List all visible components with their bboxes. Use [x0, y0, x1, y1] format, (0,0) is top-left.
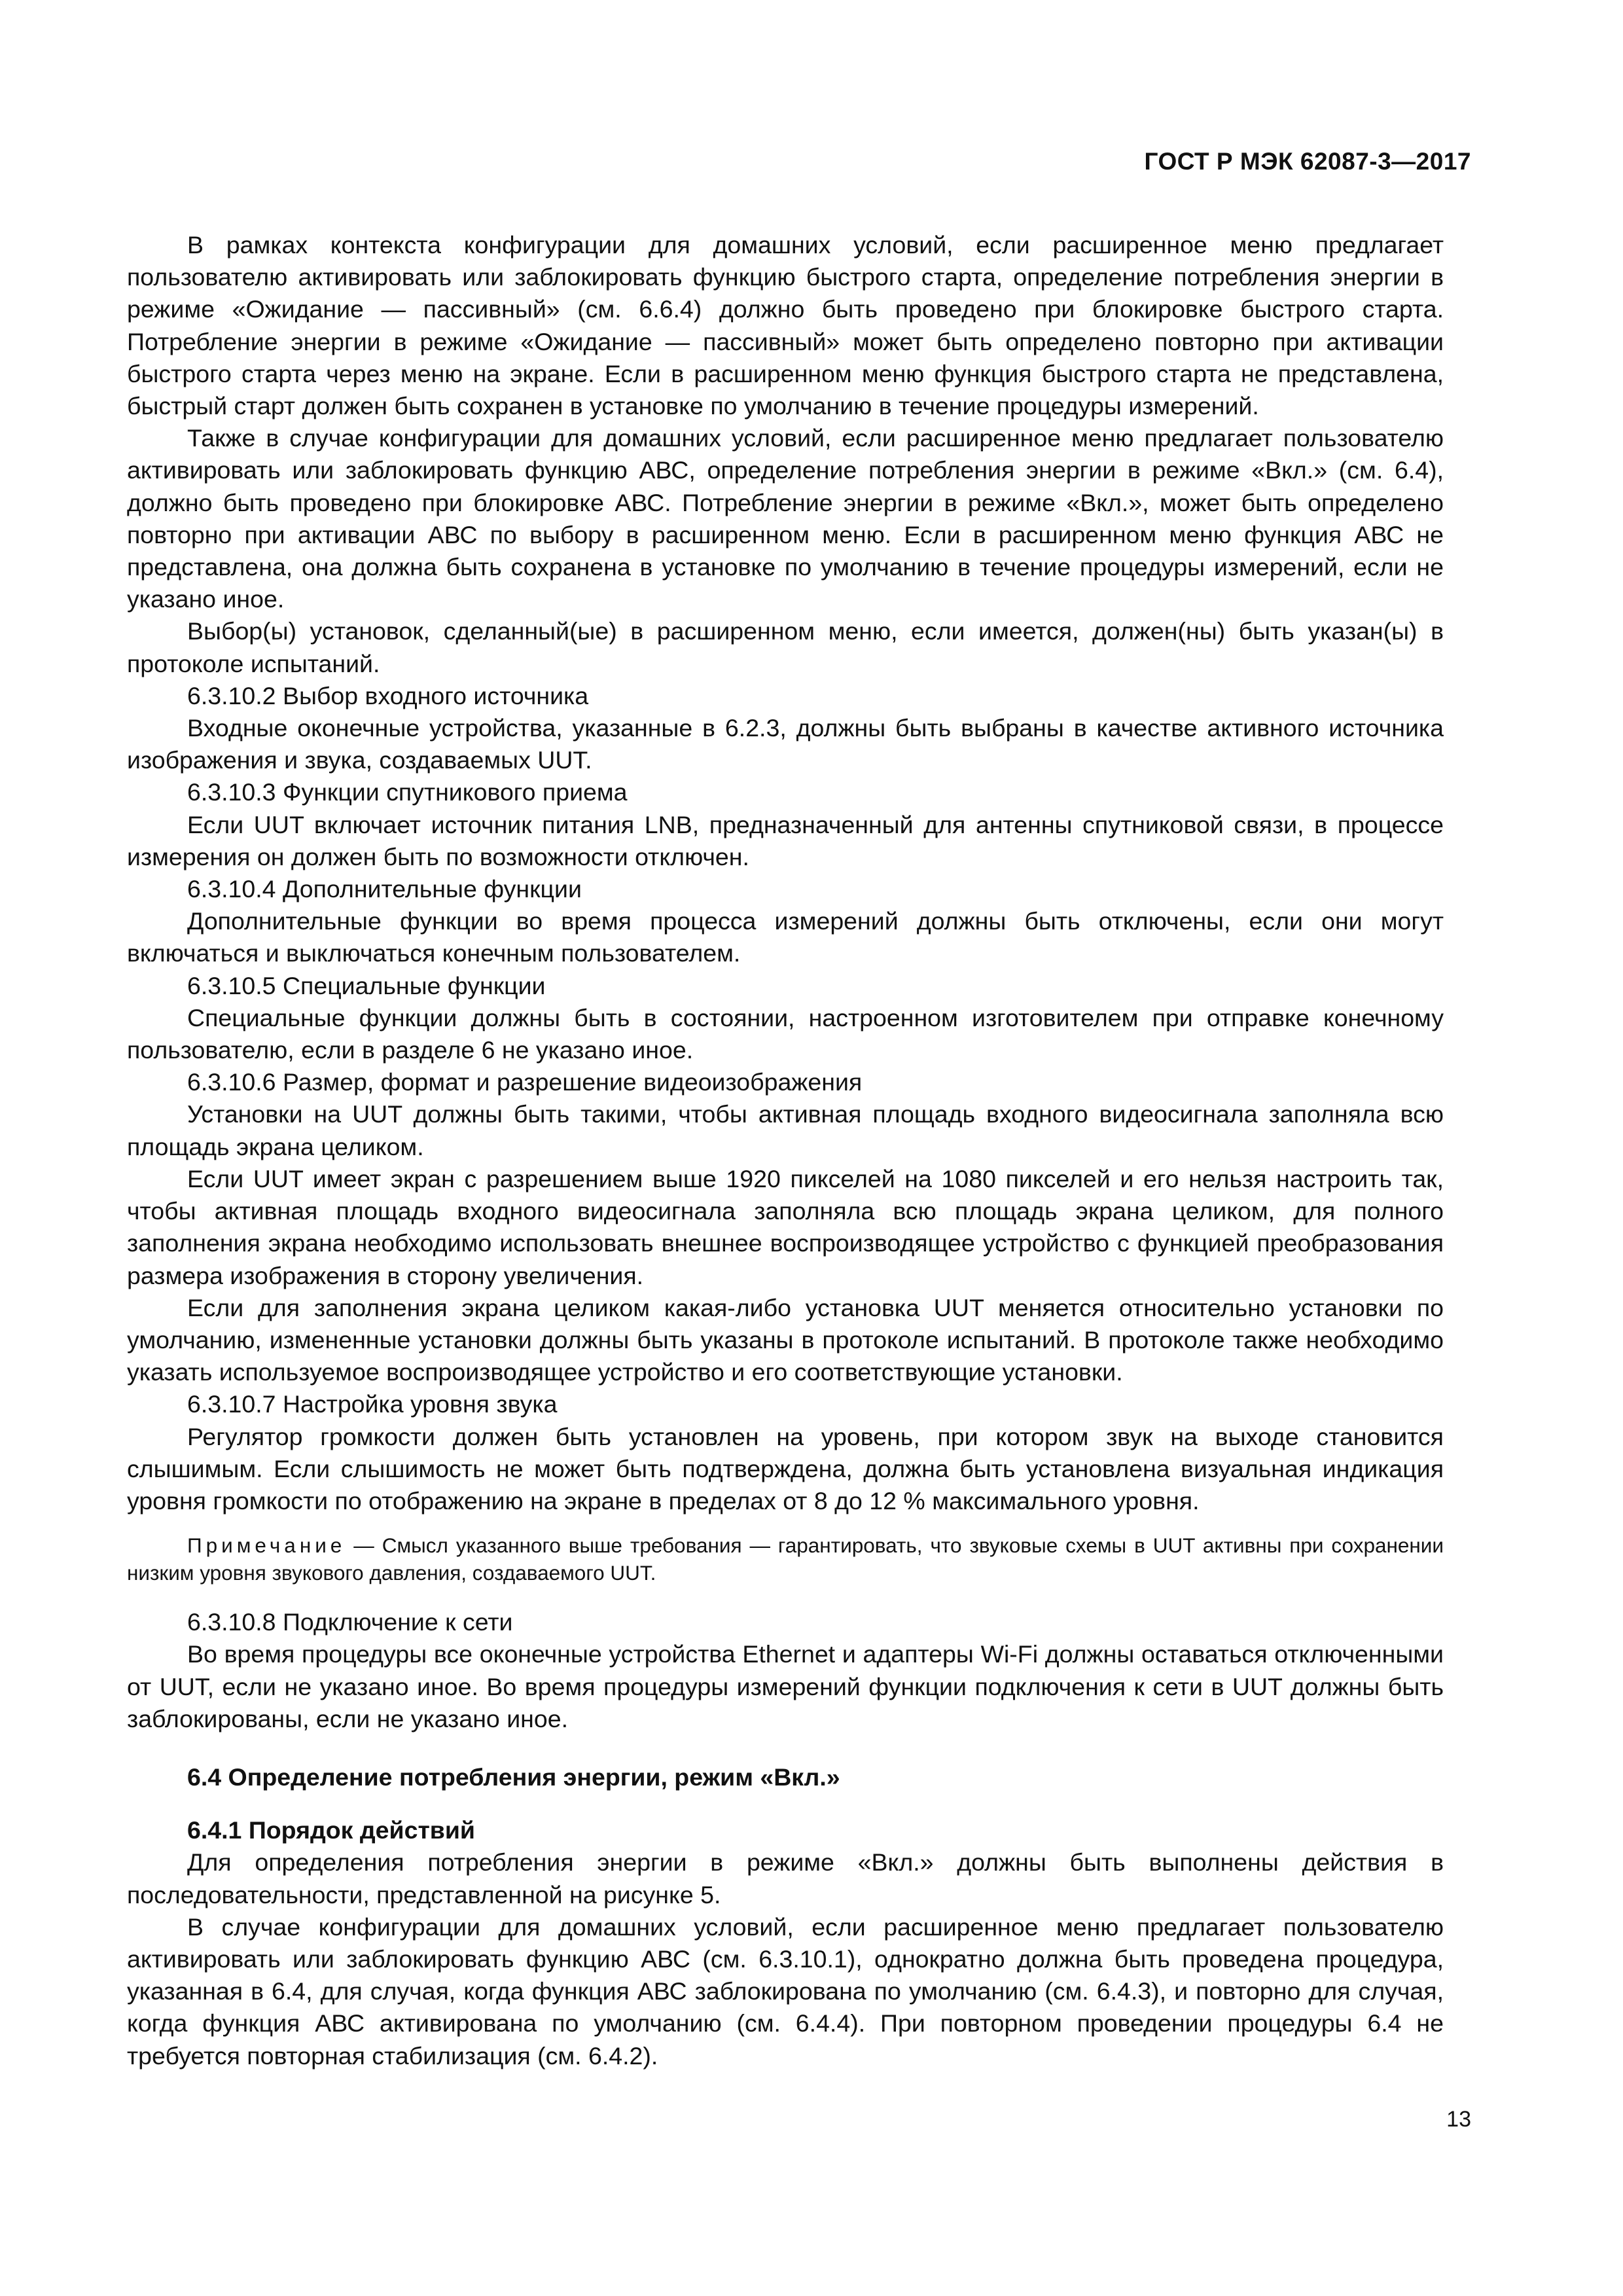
subsection-heading: 6.4.1 Порядок действий: [187, 1816, 475, 1844]
page-number: 13: [1446, 2107, 1471, 2132]
clause-heading: 6.3.10.2 Выбор входного источника: [187, 681, 589, 709]
clause-heading: 6.3.10.6 Размер, формат и разрешение видеоизображения: [187, 1068, 863, 1096]
paragraph: Регулятор громкости должен быть установлен на уровень, при котором звук на выходе становится слышимым. Если слышимость не может быть подтверждена, должна быть установлена визуальная индикация уровня громкости по отображению на экране в пределах от 8 до 12 % максимального уровня.: [127, 1422, 1444, 1515]
clause-heading: 6.3.10.8 Подключение к сети: [187, 1608, 513, 1636]
clause-heading: 6.3.10.7 Настройка уровня звука: [187, 1390, 558, 1418]
clause-heading: 6.3.10.3 Функции спутникового приема: [187, 778, 628, 806]
paragraph: Если для заполнения экрана целиком какая-либо установка UUT меняется относительно установки по умолчанию, измененные установки должны быть указаны в протоколе испытаний. В протоколе также необходимо указать используемое воспроизводящее устройство и его соответствующие установки.: [127, 1293, 1444, 1386]
note-text: — Смысл указанного выше требования — гарантировать, что звуковые схемы в UUT активны при сохранении низким уровня звукового давления, создаваемого UUT.: [127, 1534, 1444, 1585]
paragraph: Также в случае конфигурации для домашних условий, если расширенное меню предлагает пользователю активировать или заблокировать функцию АВС, определение потребления энергии в режиме «Вкл.» (см. 6.4), должно быть проведено при блокировке АВС. Потребление энергии в режиме «Вкл.», может быть определено повторно при активации АВС по выбору в расширенном меню. Если в расширенном меню функция АВС не представлена, она должна быть сохранена в установке по умолчанию в течение процедуры измерений, если не указано иное.: [127, 424, 1444, 613]
paragraph: Дополнительные функции во время процесса измерений должны быть отключены, если они могут включаться и выключаться конечным пользователем.: [127, 907, 1444, 967]
paragraph: Если UUT включает источник питания LNB, предназначенный для антенны спутниковой связи, в процессе измерения он должен быть по возможности отключен.: [127, 810, 1444, 870]
standard-code-header: ГОСТ Р МЭК 62087-3—2017: [1144, 148, 1471, 175]
page-content: [127, 229, 1444, 2072]
paragraph: Если UUT имеет экран с разрешением выше 1920 пикселей на 1080 пикселей и его нельзя настроить так, чтобы активная площадь входного видеосигнала заполняла всю площадь экрана целиком, для полного заполнения экрана необходимо использовать внешнее воспроизводящее устройство с функцией преобразования размера изображения в сторону увеличения.: [127, 1164, 1444, 1289]
note-label: Примечание: [187, 1534, 346, 1558]
paragraph: Выбор(ы) установок, сделанный(ые) в расширенном меню, если имеется, должен(ны) быть указан(ы) в протоколе испытаний.: [127, 617, 1444, 677]
paragraph: Установки на UUT должны быть такими, чтобы активная площадь входного видеосигнала заполняла всю площадь экрана целиком.: [127, 1100, 1444, 1160]
clause-heading: 6.3.10.4 Дополнительные функции: [187, 875, 582, 903]
paragraph: Во время процедуры все оконечные устройства Ethernet и адаптеры Wi-Fi должны оставаться отключенными от UUT, если не указано иное. Во время процедуры измерений функции подключения к сети в UUT должны быть заблокированы, если не указано иное.: [127, 1640, 1444, 1732]
note: [127, 1532, 1444, 1587]
paragraph: В рамках контекста конфигурации для домашних условий, если расширенное меню предлагает пользователю активировать или заблокировать функцию быстрого старта, определение потребления энергии в режиме «Ожидание — пассивный» (см. 6.6.4) должно быть проведено при блокировке быстрого старта. Потребление энергии в режиме «Ожидание — пассивный» может быть определено повторно при активации быстрого старта через меню на экране. Если в расширенном меню функция быстрого старта не представлена, быстрый старт должен быть сохранен в установке по умолчанию в течение процедуры измерений.: [127, 231, 1444, 420]
paragraph: Для определения потребления энергии в режиме «Вкл.» должны быть выполнены действия в последовательности, представленной на рисунке 5.: [127, 1848, 1444, 1909]
paragraph: Входные оконечные устройства, указанные в 6.2.3, должны быть выбраны в качестве активного источника изображения и звука, создаваемых UUT.: [127, 714, 1444, 774]
paragraph: В случае конфигурации для домашних условий, если расширенное меню предлагает пользователю активировать или заблокировать функцию АВС (см. 6.3.10.1), однократно должна быть проведена процедура, указанная в 6.4, для случая, когда функция АВС заблокирована по умолчанию (см. 6.4.3), и повторно для случая, когда функция АВС активирована по умолчанию (см. 6.4.4). При повторном проведении процедуры 6.4 не требуется повторная стабилизация (см. 6.4.2).: [127, 1912, 1444, 2070]
section-heading: 6.4 Определение потребления энергии, режим «Вкл.»: [187, 1763, 840, 1791]
clause-heading: 6.3.10.5 Специальные функции: [187, 971, 546, 999]
paragraph: Специальные функции должны быть в состоянии, настроенном изготовителем при отправке конечному пользователю, если в разделе 6 не указано иное.: [127, 1003, 1444, 1064]
